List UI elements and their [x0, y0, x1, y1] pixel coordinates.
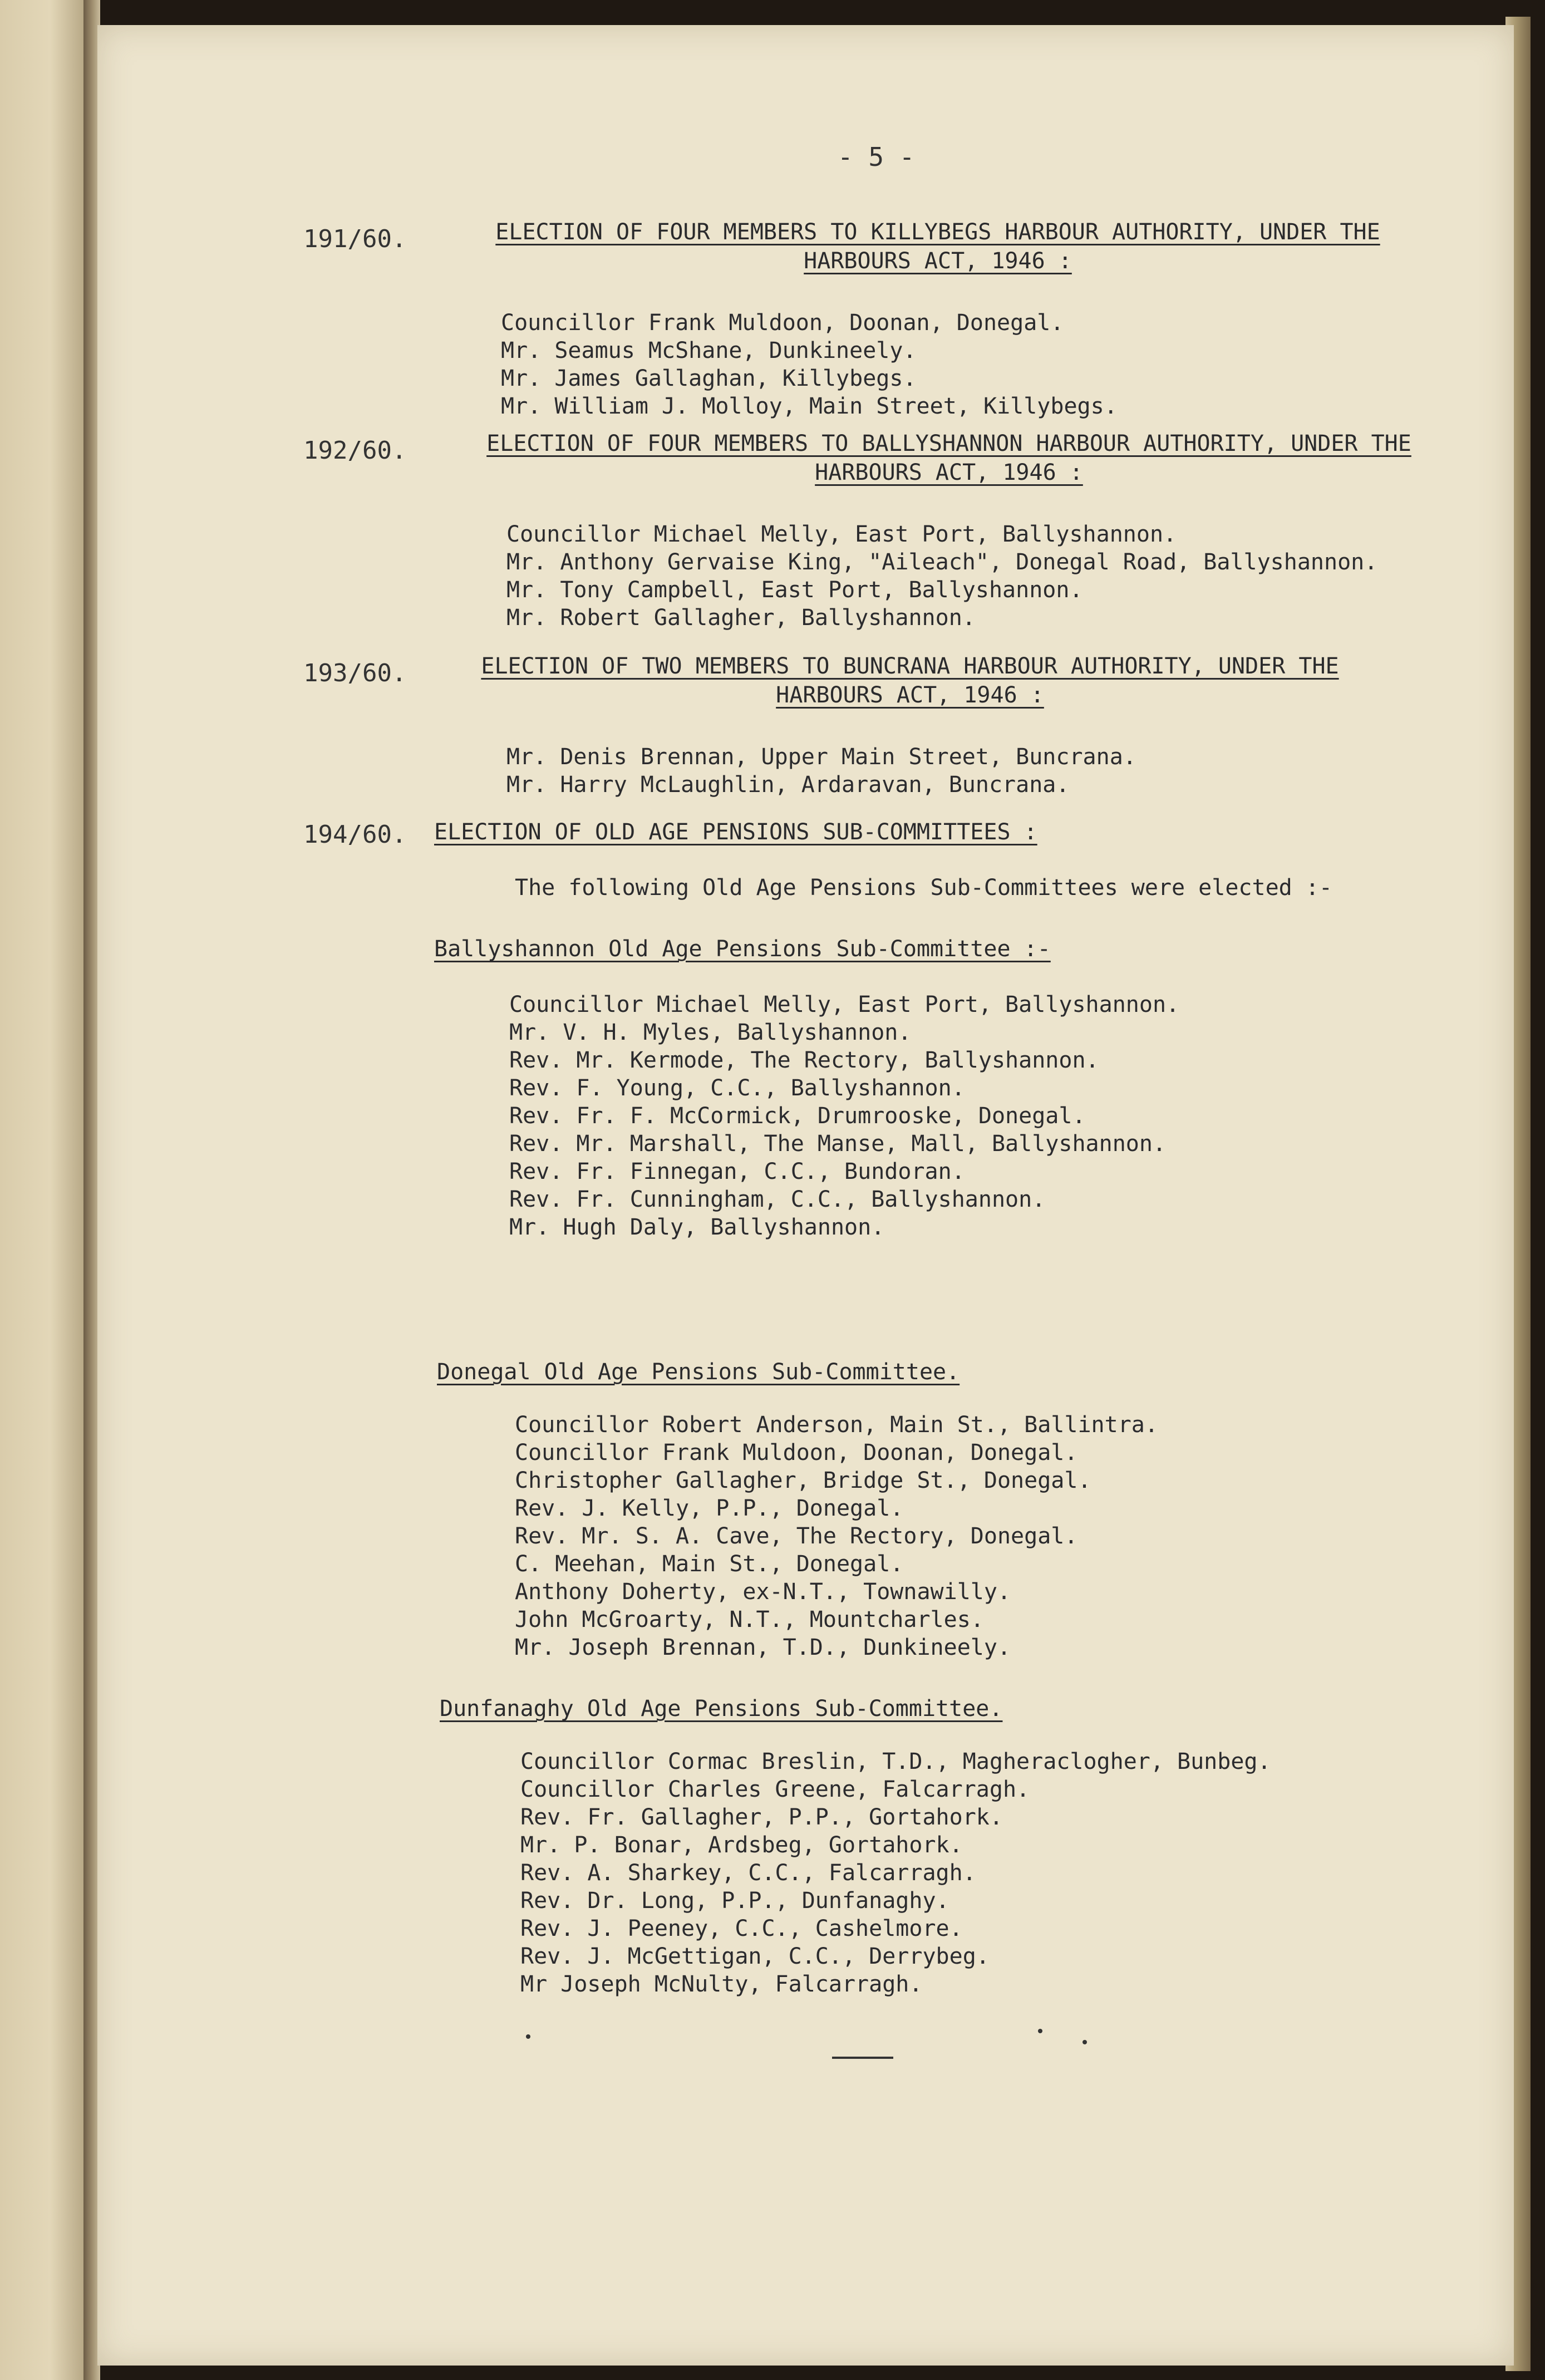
minute-number: 192/60. — [303, 436, 407, 465]
list-item: Councillor Michael Melly, East Port, Ballyshannon. — [506, 522, 1177, 547]
list-item: Councillor Robert Anderson, Main St., Ballintra. — [515, 1412, 1158, 1438]
subcommittee-heading-dunfanaghy: Dunfanaghy Old Age Pensions Sub-Committee. — [440, 1696, 1003, 1722]
list-item: Rev. Mr. S. A. Cave, The Rectory, Donegal. — [515, 1523, 1078, 1549]
minute-heading — [192, 218, 1472, 276]
ink-speck — [526, 2034, 530, 2039]
member-list — [520, 1748, 1271, 1998]
minute-number: 193/60. — [303, 659, 407, 687]
page-number: - 5 - — [838, 142, 915, 172]
list-item: Mr. V. H. Myles, Ballyshannon. — [509, 1020, 912, 1045]
list-item: Councillor Charles Greene, Falcarragh. — [520, 1777, 1030, 1802]
list-item: Councillor Cormac Breslin, T.D., Magheraclogher, Bunbeg. — [520, 1749, 1271, 1774]
list-item: Mr. James Gallaghan, Killybegs. — [501, 366, 917, 391]
list-item: Rev. F. Young, C.C., Ballyshannon. — [509, 1075, 965, 1101]
subcommittee-heading-donegal: Donegal Old Age Pensions Sub-Committee. — [437, 1359, 960, 1385]
subcommittee-heading-ballyshannon: Ballyshannon Old Age Pensions Sub-Committee :- — [434, 936, 1051, 962]
list-item: Councillor Frank Muldoon, Doonan, Donegal. — [515, 1440, 1078, 1466]
minute-heading-line-2: HARBOURS ACT, 1946 : — [815, 460, 1083, 485]
minute-heading-line-2: HARBOURS ACT, 1946 : — [776, 682, 1044, 708]
ink-speck — [1083, 2040, 1087, 2044]
list-item: Rev. A. Sharkey, C.C., Falcarragh. — [520, 1860, 976, 1886]
list-item: Mr. Robert Gallagher, Ballyshannon. — [506, 605, 976, 631]
minute-heading-line-1: ELECTION OF TWO MEMBERS TO BUNCRANA HARBOUR AUTHORITY, UNDER THE — [481, 653, 1339, 679]
list-item: Mr. Harry McLaughlin, Ardaravan, Buncrana. — [506, 772, 1070, 798]
list-item: Councillor Michael Melly, East Port, Ballyshannon. — [509, 992, 1180, 1017]
minute-heading — [192, 652, 1472, 710]
list-item: Mr. William J. Molloy, Main Street, Killybegs. — [501, 394, 1118, 419]
previous-page-edge — [0, 0, 83, 2380]
member-list — [515, 1411, 1158, 1661]
list-item: Rev. Fr. Finnegan, C.C., Bundoran. — [509, 1159, 965, 1184]
minute-heading-line-1: ELECTION OF OLD AGE PENSIONS SUB-COMMITTEES : — [434, 819, 1037, 845]
list-item: Councillor Frank Muldoon, Doonan, Donegal. — [501, 310, 1064, 336]
list-item: Rev. J. Kelly, P.P., Donegal. — [515, 1496, 904, 1521]
list-item: Mr Joseph McNulty, Falcarragh. — [520, 1971, 923, 1997]
list-item: Mr. Hugh Daly, Ballyshannon. — [509, 1214, 885, 1240]
list-item: C. Meehan, Main St., Donegal. — [515, 1551, 904, 1577]
member-list — [509, 991, 1179, 1241]
intro-text: The following Old Age Pensions Sub-Committees were elected :- — [515, 875, 1333, 901]
list-item: Christopher Gallagher, Bridge St., Donegal. — [515, 1468, 1091, 1493]
minute-heading-line-1: ELECTION OF FOUR MEMBERS TO BALLYSHANNON HARBOUR AUTHORITY, UNDER THE — [486, 431, 1411, 456]
list-item: Rev. J. McGettigan, C.C., Derrybeg. — [520, 1944, 990, 1969]
minute-number: 191/60. — [303, 225, 407, 253]
minute-heading — [192, 429, 1472, 487]
list-item: Mr. Anthony Gervaise King, "Aileach", Donegal Road, Ballyshannon. — [506, 549, 1378, 575]
minute-heading-line-2: HARBOURS ACT, 1946 : — [804, 248, 1072, 274]
member-list — [506, 743, 1136, 799]
list-item: Anthony Doherty, ex-N.T., Townawilly. — [515, 1579, 1011, 1605]
list-item: Mr. P. Bonar, Ardsbeg, Gortahork. — [520, 1832, 963, 1858]
list-item: Mr. Joseph Brennan, T.D., Dunkineely. — [515, 1635, 1011, 1660]
list-item: Rev. J. Peeney, C.C., Cashelmore. — [520, 1916, 963, 1941]
member-list — [506, 520, 1377, 632]
document-page — [97, 25, 1514, 2366]
list-item: Mr. Tony Campbell, East Port, Ballyshannon. — [506, 577, 1083, 603]
end-of-minutes-rule — [832, 2057, 893, 2059]
list-item: John McGroarty, N.T., Mountcharles. — [515, 1607, 984, 1632]
list-item: Mr. Seamus McShane, Dunkineely. — [501, 338, 917, 363]
list-item: Rev. Fr. Cunningham, C.C., Ballyshannon. — [509, 1187, 1046, 1212]
list-item: Rev. Mr. Marshall, The Manse, Mall, Ballyshannon. — [509, 1131, 1167, 1157]
member-list — [501, 309, 1118, 420]
list-item: Rev. Fr. F. McCormick, Drumrooske, Donegal. — [509, 1103, 1086, 1129]
minute-heading-line-1: ELECTION OF FOUR MEMBERS TO KILLYBEGS HARBOUR AUTHORITY, UNDER THE — [495, 219, 1380, 245]
list-item: Rev. Dr. Long, P.P., Dunfanaghy. — [520, 1888, 949, 1914]
list-item: Mr. Denis Brennan, Upper Main Street, Buncrana. — [506, 744, 1136, 770]
minute-number: 194/60. — [303, 820, 407, 849]
minute-heading — [434, 818, 1037, 847]
ink-speck — [1038, 2029, 1042, 2033]
list-item: Rev. Fr. Gallagher, P.P., Gortahork. — [520, 1804, 1003, 1830]
list-item: Rev. Mr. Kermode, The Rectory, Ballyshannon. — [509, 1048, 1099, 1073]
